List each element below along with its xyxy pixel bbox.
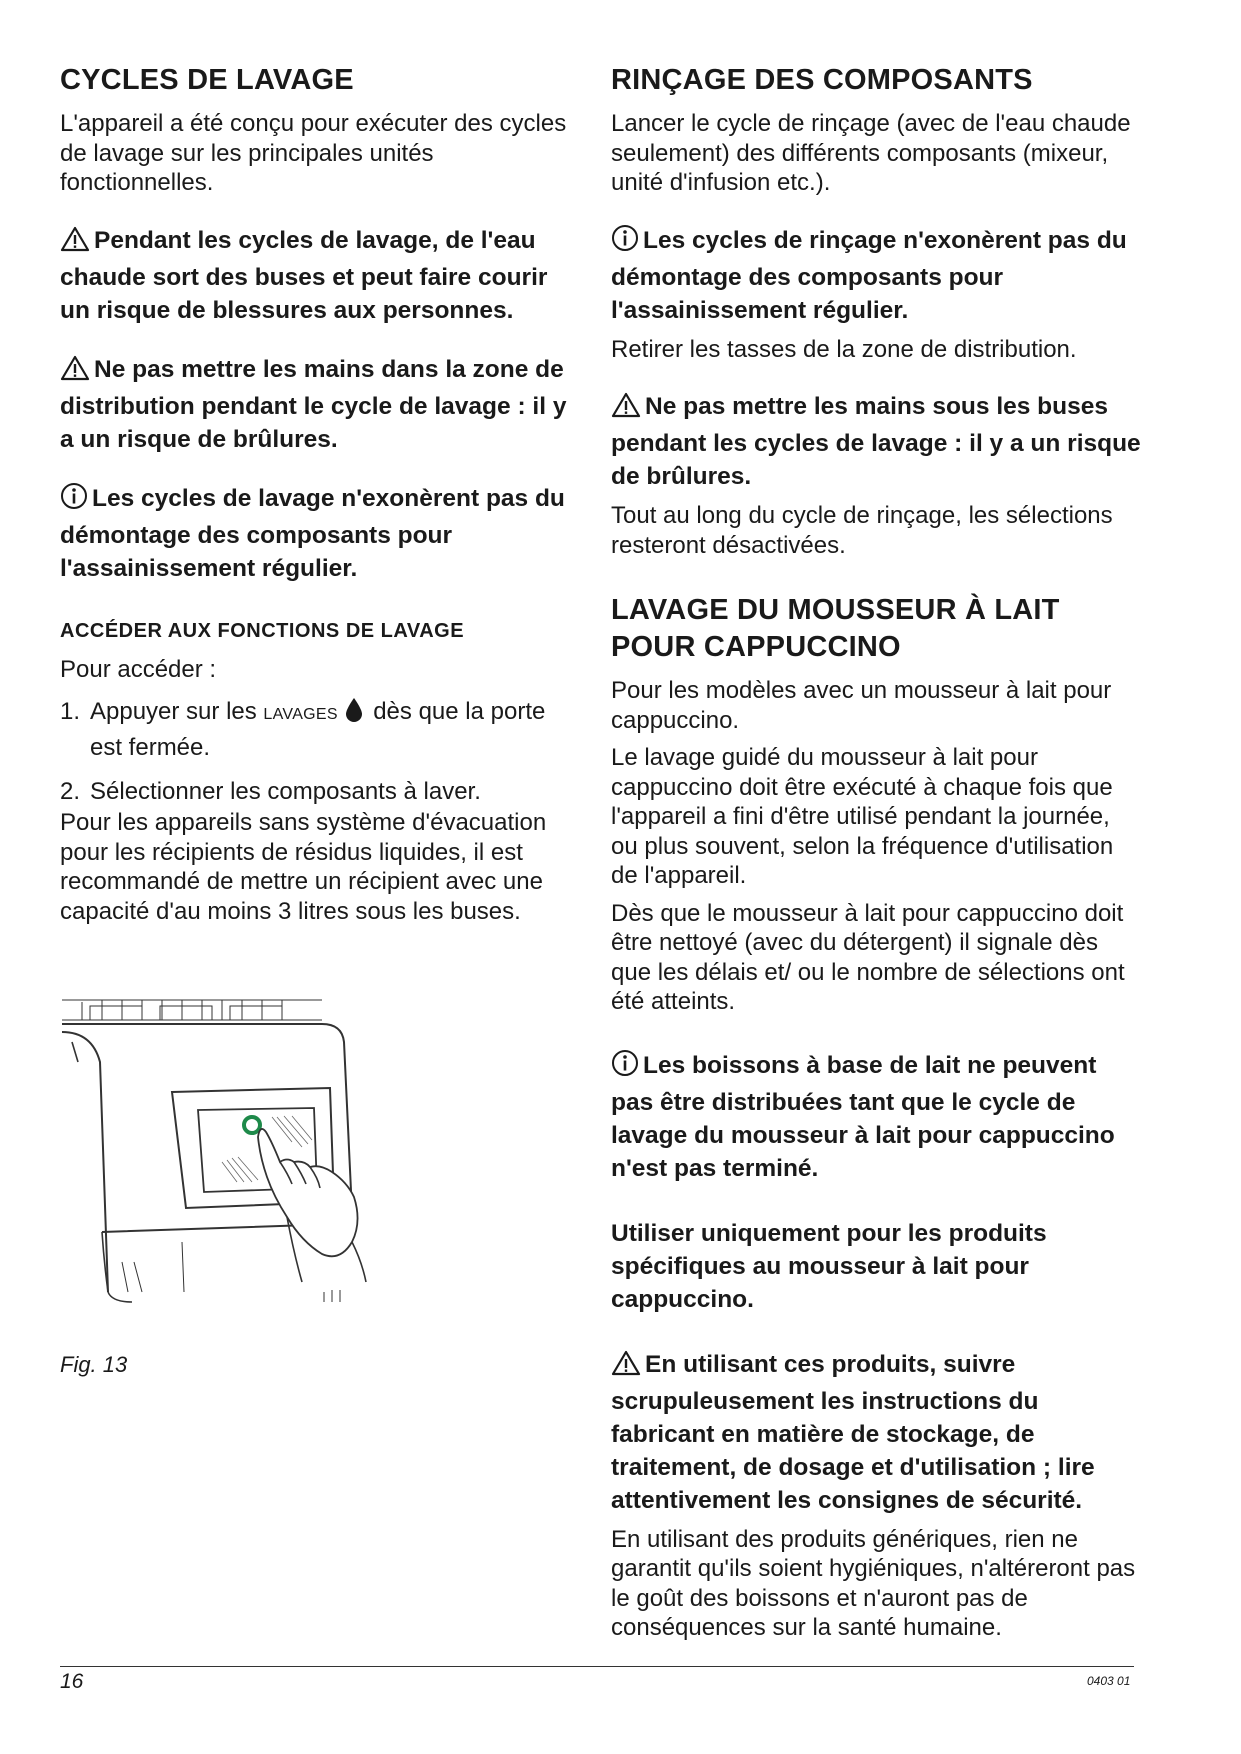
- warning-hands-nozzles: Ne pas mettre les mains sous les buses pendant les cycles de lavage : il y a un risque de brûlures.: [611, 393, 1141, 490]
- section-title-wash-cycles: CYCLES DE LAVAGE: [60, 64, 354, 96]
- warning-triangle-icon: [611, 392, 641, 427]
- figure-caption: Fig. 13: [60, 1352, 128, 1377]
- warning-product-instructions: En utilisant ces produits, suivre scrupuleusement les instructions du fabricant en matière de stockage, de traitement, de dosage et d'utilisation ; lire attentivement les consignes de sécurité.: [611, 1350, 1095, 1514]
- warning-hands-distribution: Ne pas mettre les mains dans la zone de distribution pendant le cycle de lavage : il y a un risque de brûlures.: [60, 355, 567, 453]
- warning-triangle-icon: [60, 226, 90, 261]
- info-milk-drinks: Les boissons à base de lait ne peuvent pas être distribuées tant que le cycle de lavage du mousseur à lait pour cappuccino n'est pas terminé.: [611, 1049, 1141, 1185]
- frother-paragraph-2: Dès que le mousseur à lait pour cappuccino doit être nettoyé (avec du détergent) il signale dès que les délais et/ ou le nombre de sélections ont été atteints.: [611, 899, 1125, 1015]
- rinse-intro: Lancer le cycle de rinçage (avec de l'eau chaude seulement) des différents composants (mixeur, unité d'infusion etc.).: [611, 110, 1131, 196]
- page-number: 16: [60, 1670, 84, 1693]
- info-circle-icon: [60, 482, 88, 519]
- info-wash-disassembly: Les cycles de lavage n'exonèrent pas du démontage des composants pour l'assainissement régulier.: [60, 482, 580, 585]
- warning-triangle-icon: [60, 355, 90, 390]
- use-only-specific-products: Utiliser uniquement pour les produits spécifiques au mousseur à lait pour cappuccino.: [611, 1219, 1047, 1313]
- document-code: 0403 01: [1087, 1674, 1131, 1688]
- warning-triangle-icon: [611, 1350, 641, 1385]
- generic-products-note: En utilisant des produits génériques, rien ne garantit qu'ils soient hygiéniques, n'altéreront pas le goût des boissons et n'auront pas de conséquences sur la santé humaine.: [611, 1525, 1136, 1641]
- warning-hot-water: Pendant les cycles de lavage, de l'eau chaude sort des buses et peut faire courir un risque de blessures aux personnes.: [60, 226, 548, 324]
- frother-intro: Pour les modèles avec un mousseur à lait pour cappuccino.: [611, 677, 1112, 734]
- water-drop-icon: [345, 697, 363, 732]
- info-rinse-disassembly: Les cycles de rinçage n'exonèrent pas du démontage des composants pour l'assainissement régulier.: [611, 224, 1141, 327]
- wash-key-label: LAVAGES: [263, 706, 338, 723]
- info-circle-icon: [611, 1049, 639, 1086]
- section-title-rinse: RINÇAGE DES COMPOSANTS: [611, 64, 1033, 96]
- rinse-note: Tout au long du cycle de rinçage, les sélections resteront désactivées.: [611, 502, 1113, 559]
- figure-touchscreen-illustration: [62, 992, 402, 1322]
- right-column: [611, 62, 1141, 1643]
- remove-cups: Retirer les tasses de la zone de distribution.: [611, 335, 1077, 363]
- container-note: Pour les appareils sans système d'évacuation pour les récipients de résidus liquides, il est recommandé de mettre un récipient avec une capacité d'au moins 3 litres sous les buses.: [60, 809, 547, 925]
- left-column: [60, 62, 580, 926]
- list-item-step-2: 2. Sélectionner les composants à laver.: [60, 778, 481, 805]
- list-item-step-1: 1. Appuyer sur les LAVAGES dès que la porte est fermée.: [60, 698, 546, 761]
- intro-paragraph: L'appareil a été conçu pour exécuter des cycles de lavage sur les principales unités fonctionnelles.: [60, 110, 567, 196]
- access-intro: Pour accéder :: [60, 655, 217, 683]
- footer-divider: [60, 1666, 1134, 1667]
- machine-top-canisters: [62, 1000, 322, 1020]
- frother-paragraph-1: Le lavage guidé du mousseur à lait pour cappuccino doit être exécuté à chaque fois que l'appareil a fini d'être utilisé pendant la journée, ou plus souvent, selon la fréquence d'utilisation de l'appareil.: [611, 744, 1114, 889]
- info-circle-icon: [611, 224, 639, 261]
- section-title-frother-wash: LAVAGE DU MOUSSEUR À LAIT POUR CAPPUCCINO: [611, 594, 1060, 663]
- subheading-access-wash: ACCÉDER AUX FONCTIONS DE LAVAGE: [60, 619, 465, 642]
- touch-point-ring: [244, 1117, 260, 1133]
